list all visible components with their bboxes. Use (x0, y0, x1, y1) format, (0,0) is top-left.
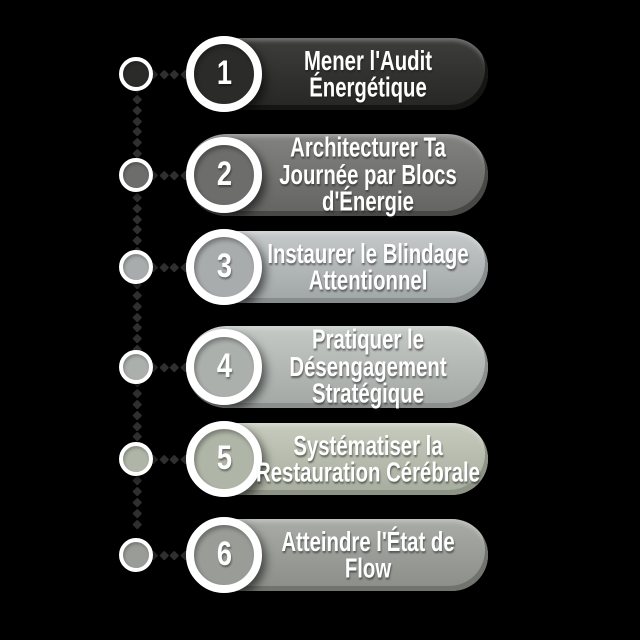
step-title-6 (282, 518, 454, 591)
timeline-dot (159, 69, 168, 78)
timeline-dot (170, 170, 179, 179)
step-title-line: Architecturer Ta (290, 131, 446, 164)
step-number-circle-4 (186, 329, 262, 405)
step-number-6: 6 (216, 535, 232, 573)
step-number-circle-5 (186, 421, 262, 497)
timeline-node-1 (119, 57, 153, 91)
step-title-line: Attentionnel (308, 263, 428, 296)
step-title-line: Journée par Blocs (279, 158, 457, 191)
timeline-dot (132, 410, 141, 419)
timeline-dot (159, 170, 168, 179)
step-title-1 (282, 37, 454, 110)
step-title-4 (282, 325, 454, 409)
step-title-line: d'Énergie (322, 185, 414, 218)
timeline-dot (159, 262, 168, 271)
timeline-dot (132, 116, 141, 125)
connector-dots-4 (150, 364, 188, 371)
connector-dots-3 (150, 264, 188, 271)
connector-dots-2 (150, 172, 188, 179)
step-number-2: 2 (216, 155, 232, 193)
step-number-circle-2 (186, 137, 262, 213)
step-number-5: 5 (216, 439, 232, 477)
step-title-line: Mener l'Audit (303, 44, 433, 76)
connector-dots-6 (150, 552, 188, 559)
step-title-line: Restauration Cérébrale (256, 455, 480, 488)
connector-dots-5 (150, 456, 188, 463)
timeline-dot (170, 550, 179, 559)
step-number-circle-1 (186, 36, 262, 112)
step-title-line: Instaurer le Blindage (267, 237, 469, 269)
timeline-node-5 (119, 442, 153, 476)
timeline-node-4 (119, 350, 153, 384)
step-number-circle-3 (186, 229, 262, 305)
step-title-3 (267, 230, 469, 303)
step-title-line: Énergétique (309, 70, 427, 103)
step-number-circle-6 (186, 517, 262, 593)
step-title-line: Atteindre l'État de (281, 525, 455, 557)
step-number-1: 1 (216, 54, 232, 92)
timeline-dot (170, 454, 179, 463)
timeline-dot (170, 362, 179, 371)
timeline-node-2 (119, 158, 153, 192)
timeline-dot (159, 362, 168, 371)
step-title-2 (279, 131, 457, 218)
timeline-dot (132, 312, 141, 321)
step-title-5 (256, 422, 480, 495)
timeline-dot (132, 497, 141, 506)
timeline-dot (170, 69, 179, 78)
step-title-line: Flow (344, 551, 392, 584)
connector-dots-1 (150, 71, 188, 78)
step-title-line: Désengagement (289, 350, 447, 383)
timeline-dot (132, 508, 141, 517)
step-number-3: 3 (216, 247, 232, 285)
timeline-dot (159, 454, 168, 463)
step-title-line: Pratiquer le (312, 323, 424, 356)
timeline-node-6 (119, 538, 153, 572)
step-title-line: Systématiser la (293, 429, 443, 461)
timeline-dot (170, 262, 179, 271)
step-title-line: Stratégique (312, 377, 424, 410)
step-row-4 (0, 323, 640, 410)
step-row-6 (0, 519, 640, 591)
step-row-5 (0, 423, 640, 495)
timeline-node-3 (119, 250, 153, 284)
timeline-dot (159, 550, 168, 559)
step-row-2 (0, 131, 640, 218)
step-row-3 (0, 231, 640, 303)
step-number-4: 4 (216, 347, 232, 385)
step-row-1 (0, 38, 640, 110)
